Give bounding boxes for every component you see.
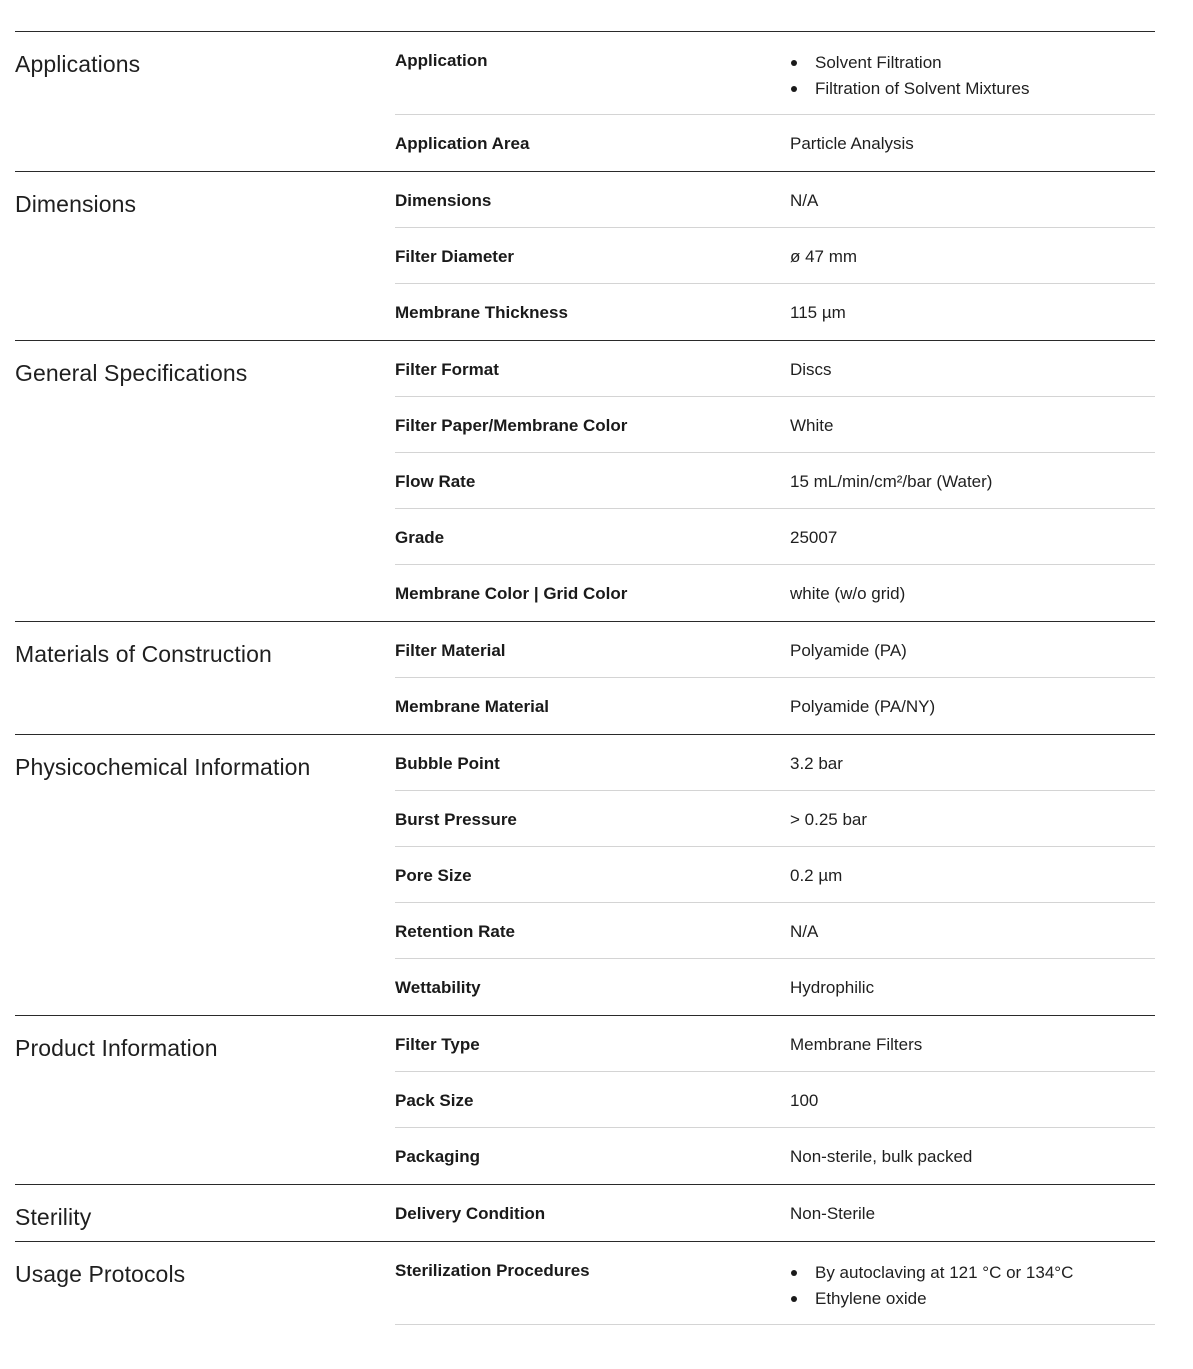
section-title: Physicochemical Information [15,754,311,780]
spec-value: 15 mL/min/cm²/bar (Water) [790,472,993,491]
spec-value: N/A [790,191,819,210]
spec-row-pack-size [395,1072,1155,1128]
spec-value: Non-sterile, bulk packed [790,1147,973,1166]
spec-row-dimensions [395,172,1155,228]
section-title: General Specifications [15,360,248,386]
spec-row-filter-paper-membrane-color [395,397,1155,453]
spec-label: Delivery Condition [395,1204,546,1223]
section-rows [395,32,1155,171]
spec-row-sterilization-procedures [395,1242,1155,1325]
specification-table [15,31,1155,1325]
section-title: Sterility [15,1204,92,1230]
spec-label: Membrane Thickness [395,303,568,322]
spec-label: Filter Format [395,360,499,379]
section-title: Product Information [15,1035,218,1061]
bullet-item: Solvent Filtration [790,50,1155,76]
section-rows [395,1185,1155,1241]
spec-value: Particle Analysis [790,134,914,153]
spec-row-membrane-thickness [395,284,1155,340]
spec-label: Filter Paper/Membrane Color [395,416,628,435]
spec-label: Filter Diameter [395,247,515,266]
spec-label: Filter Material [395,641,506,660]
spec-label: Packaging [395,1147,481,1166]
spec-row-application [395,32,1155,115]
spec-row-pore-size [395,847,1155,903]
spec-row-wettability [395,959,1155,1015]
spec-label: Dimensions [395,191,492,210]
spec-row-delivery-condition [395,1185,1155,1241]
spec-value: > 0.25 bar [790,810,868,829]
spec-label: Retention Rate [395,922,515,941]
spec-value: 0.2 µm [790,866,843,885]
spec-value: 25007 [790,528,838,547]
section-title: Applications [15,51,141,77]
spec-value: Hydrophilic [790,978,875,997]
spec-label: Filter Type [395,1035,480,1054]
section-sterility [15,1185,1155,1242]
section-product-information [15,1016,1155,1185]
spec-row-filter-format [395,341,1155,397]
section-title: Dimensions [15,191,137,217]
section-general-specifications [15,341,1155,622]
spec-row-membrane-material [395,678,1155,734]
section-rows [395,341,1155,621]
spec-value: Polyamide (PA/NY) [790,697,936,716]
spec-value: white (w/o grid) [790,584,906,603]
bullet-item: By autoclaving at 121 °C or 134°C [790,1260,1155,1286]
spec-row-membrane-grid-color [395,565,1155,621]
spec-label: Wettability [395,978,481,997]
spec-value: White [790,416,834,435]
bullet-item: Filtration of Solvent Mixtures [790,76,1155,102]
spec-row-burst-pressure [395,791,1155,847]
spec-value: 100 [790,1091,819,1110]
section-usage-protocols [15,1242,1155,1325]
spec-value: ø 47 mm [790,247,858,266]
spec-row-filter-diameter [395,228,1155,284]
bullet-list [790,50,1155,102]
spec-row-filter-material [395,622,1155,678]
section-title: Materials of Construction [15,641,272,667]
spec-row-grade [395,509,1155,565]
section-physicochemical-information [15,735,1155,1016]
spec-value [790,1242,1155,1324]
spec-label: Pack Size [395,1091,474,1110]
spec-label: Membrane Color | Grid Color [395,584,628,603]
spec-label: Bubble Point [395,754,500,773]
section-rows [395,622,1155,734]
spec-label: Membrane Material [395,697,549,716]
section-dimensions [15,172,1155,341]
section-materials-of-construction [15,622,1155,735]
spec-label: Pore Size [395,866,472,885]
section-applications [15,32,1155,172]
spec-row-flow-rate [395,453,1155,509]
spec-label: Burst Pressure [395,810,517,829]
spec-value [790,32,1155,114]
spec-label: Application Area [395,134,530,153]
spec-label: Application [395,51,488,70]
bullet-list [790,1260,1155,1312]
section-rows [395,1016,1155,1184]
section-rows [395,1242,1155,1325]
spec-row-packaging [395,1128,1155,1184]
spec-label: Grade [395,528,445,547]
spec-value: Membrane Filters [790,1035,923,1054]
spec-row-bubble-point [395,735,1155,791]
bullet-item: Ethylene oxide [790,1286,1155,1312]
spec-label: Sterilization Procedures [395,1261,590,1280]
spec-value: 3.2 bar [790,754,843,773]
spec-value: Non-Sterile [790,1204,876,1223]
spec-value: Discs [790,360,832,379]
section-rows [395,172,1155,340]
spec-value: Polyamide (PA) [790,641,907,660]
section-rows [395,735,1155,1015]
spec-row-application-area [395,115,1155,171]
spec-label: Flow Rate [395,472,476,491]
section-title: Usage Protocols [15,1261,186,1287]
spec-row-retention-rate [395,903,1155,959]
spec-value: N/A [790,922,819,941]
spec-row-filter-type [395,1016,1155,1072]
spec-value: 115 µm [790,303,846,322]
